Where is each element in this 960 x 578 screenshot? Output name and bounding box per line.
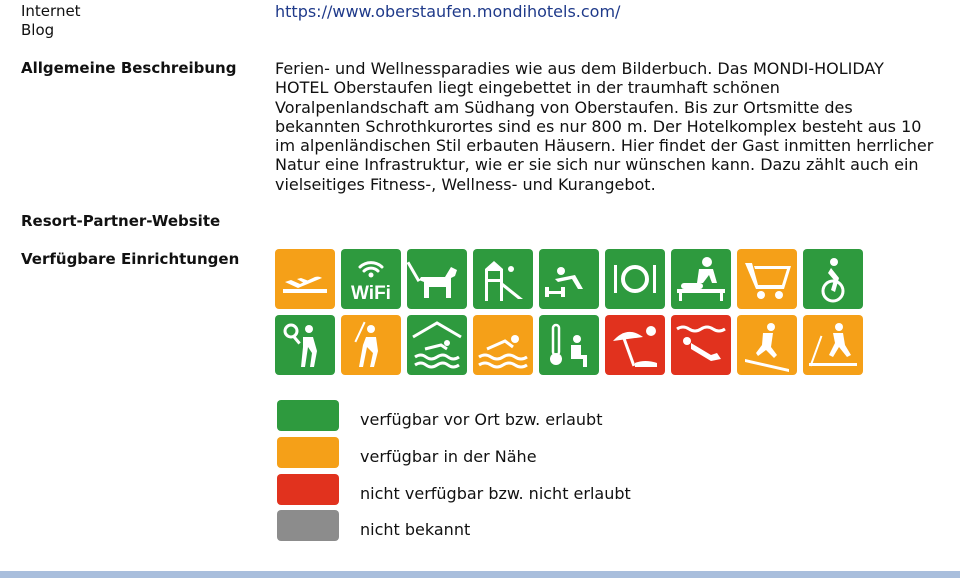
legend-text-unknown: nicht bekannt bbox=[360, 520, 471, 539]
internet-label: Internet bbox=[21, 2, 81, 20]
outdoor-swimming-icon bbox=[473, 315, 533, 375]
diving-icon bbox=[671, 315, 731, 375]
facilities-label: Verfügbare Einrichtungen bbox=[21, 250, 240, 268]
wifi-icon bbox=[341, 249, 401, 309]
airport-icon bbox=[275, 249, 335, 309]
legend-text-unavailable: nicht verfügbar bzw. nicht erlaubt bbox=[360, 484, 631, 503]
playground-icon bbox=[473, 249, 533, 309]
website-link[interactable]: https://www.oberstaufen.mondihotels.com/ bbox=[275, 2, 621, 21]
massage-icon bbox=[671, 249, 731, 309]
cycling-icon bbox=[803, 249, 863, 309]
legend-text-available: verfügbar vor Ort bzw. erlaubt bbox=[360, 410, 603, 429]
skiing-icon bbox=[737, 315, 797, 375]
blog-label: Blog bbox=[21, 21, 55, 39]
legend-swatch-green bbox=[277, 400, 339, 431]
indoor-pool-icon bbox=[407, 315, 467, 375]
cross-country-ski-icon bbox=[803, 315, 863, 375]
beach-icon bbox=[605, 315, 665, 375]
legend-swatch-gray bbox=[277, 510, 339, 541]
dog-icon bbox=[407, 249, 467, 309]
legend-swatch-red bbox=[277, 474, 339, 505]
legend-text-nearby: verfügbar in der Nähe bbox=[360, 447, 537, 466]
partner-website-label: Resort-Partner-Website bbox=[21, 212, 221, 230]
shopping-icon bbox=[737, 249, 797, 309]
bottom-bar bbox=[0, 571, 960, 578]
facilities-grid bbox=[275, 249, 875, 375]
description-text: Ferien- und Wellnessparadies wie aus dem Bilderbuch. Das MONDI-HOLIDAY HOTEL Oberstaufen liegt eingebettet in der traumhaft schönen Voralpenlandschaft am Südhang von Oberstaufen. Bis zur Ortsmitte des bekannten Schrothkurortes sind es nur 800 m. Der Hotelkomplex besteht aus 10 im alpenländischen Stil erbauten Häusern. Hier findet der Gast inmitten herrlicher Natur eine Infrastruktur, wie er sie sich nur wünschen kann. Dazu zählt auch ein vielseitiges Fitness-, Wellness- und Kurangebot. bbox=[275, 59, 934, 194]
restaurant-icon bbox=[605, 249, 665, 309]
legend-swatch-orange bbox=[277, 437, 339, 468]
golf-icon bbox=[341, 315, 401, 375]
fitness-icon bbox=[539, 249, 599, 309]
sauna-icon bbox=[539, 315, 599, 375]
tennis-icon bbox=[275, 315, 335, 375]
description-label: Allgemeine Beschreibung bbox=[21, 59, 237, 77]
wifi-text: WiFi bbox=[351, 283, 391, 304]
